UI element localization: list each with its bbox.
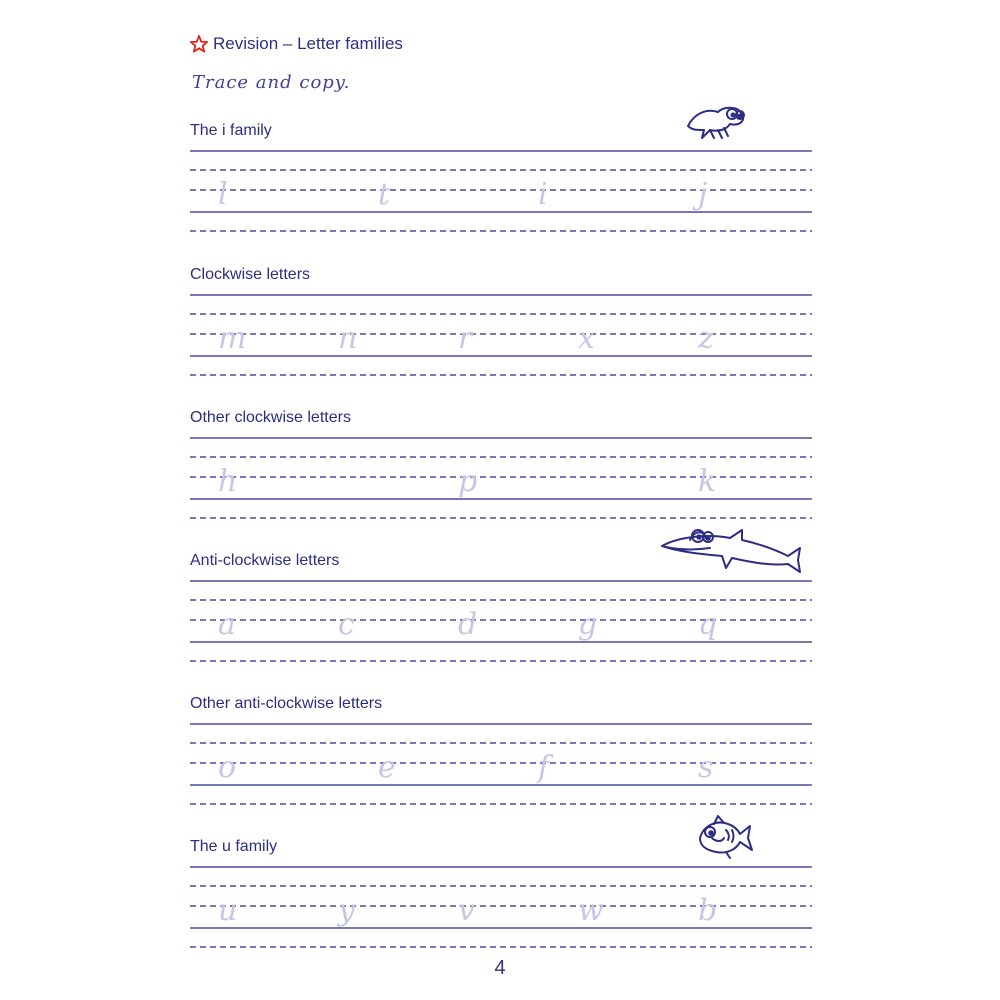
trace-letter: d [458, 607, 478, 642]
section-heading: Other clockwise letters [190, 409, 351, 426]
trace-letter: a [218, 607, 236, 642]
trace-letter: w [578, 893, 604, 928]
writing-section [190, 266, 812, 391]
trace-letter: u [218, 893, 238, 928]
trace-letter: l [218, 177, 228, 212]
trace-letter: o [218, 750, 237, 785]
writing-section [190, 409, 812, 534]
section-heading: The u family [190, 838, 278, 855]
ruled-lines [190, 695, 812, 820]
section-heading: Clockwise letters [190, 266, 311, 283]
page-header [190, 34, 403, 54]
trace-letter: m [218, 321, 247, 356]
trace-letter: b [698, 893, 718, 928]
section-heading: Anti-clockwise letters [190, 552, 340, 569]
fish-illustration [696, 814, 754, 860]
writing-section [190, 695, 812, 820]
bird-illustration [684, 100, 748, 142]
section-heading: The i family [190, 122, 272, 139]
page-number: 4 [494, 957, 506, 979]
page-title: Revision – Letter families [213, 34, 403, 53]
ruled-lines [190, 266, 812, 391]
trace-letter: s [698, 750, 714, 785]
trace-letter: r [458, 321, 473, 356]
section-heading: Other anti-clockwise letters [190, 695, 383, 712]
trace-letter: j [698, 177, 708, 212]
trace-letter: e [378, 750, 396, 785]
shark-illustration [660, 526, 802, 576]
trace-letter: y [338, 893, 355, 928]
trace-letter: i [538, 177, 548, 212]
trace-letter: c [338, 607, 355, 642]
trace-letter: h [218, 464, 238, 499]
trace-letter: p [458, 464, 478, 499]
trace-letter: k [698, 464, 717, 499]
trace-letter: z [698, 321, 714, 356]
star-icon [190, 35, 208, 53]
trace-letter: x [578, 321, 595, 356]
trace-letter: q [698, 607, 718, 642]
instruction-text: Trace and copy. [192, 72, 351, 93]
trace-letter: t [378, 177, 391, 212]
trace-letter: v [458, 893, 475, 928]
trace-letter: f [538, 750, 550, 785]
ruled-lines [190, 409, 812, 534]
trace-letter: n [338, 321, 358, 356]
trace-letter: g [578, 607, 598, 642]
